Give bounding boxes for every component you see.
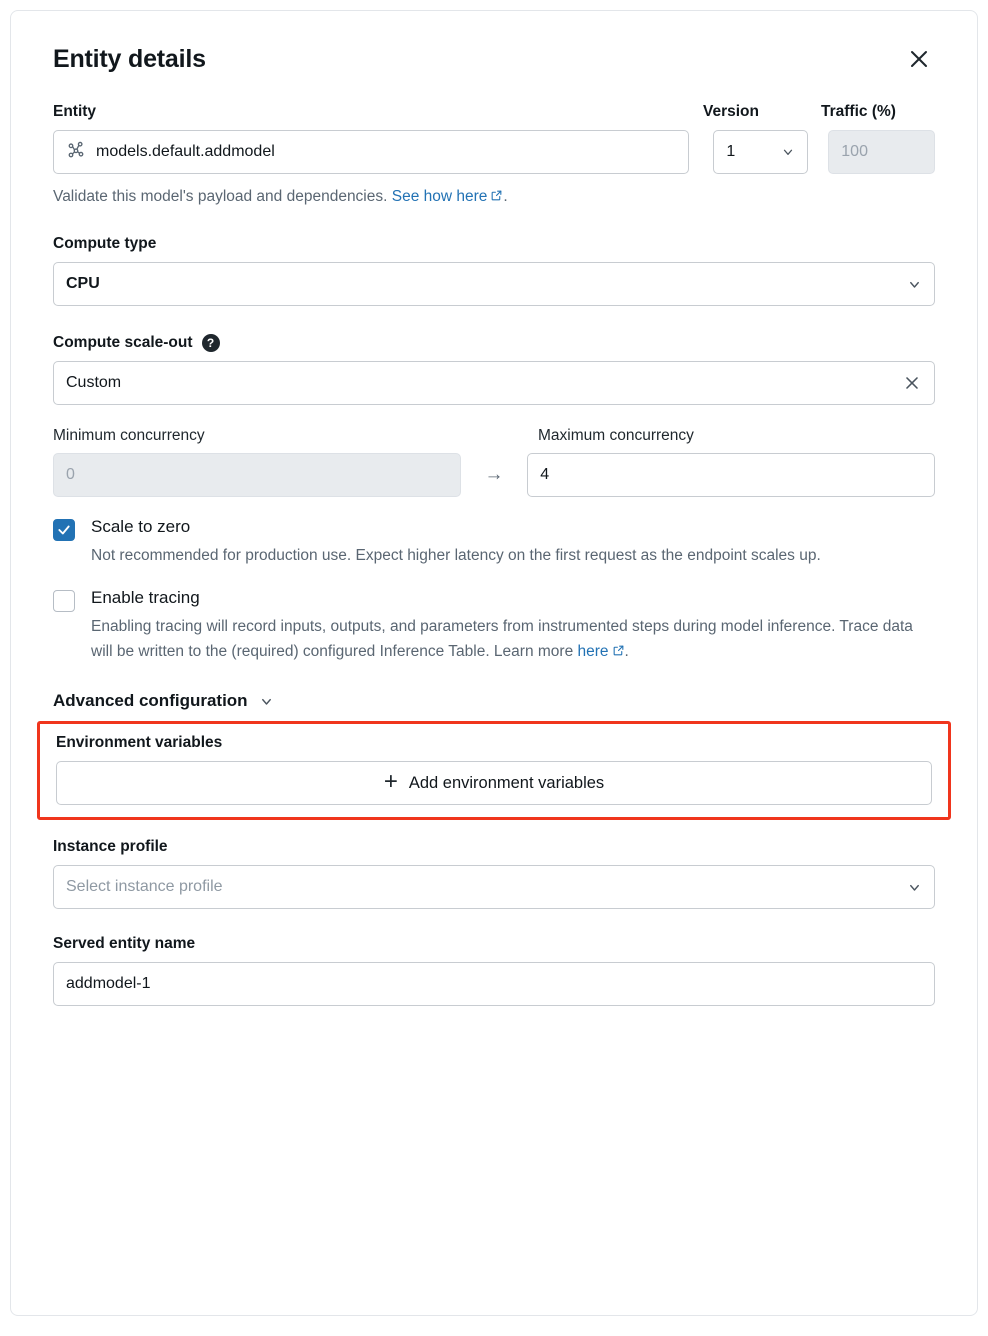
concurrency-row bbox=[53, 453, 935, 497]
question-mark-icon[interactable]: ? bbox=[202, 334, 220, 352]
plus-icon: + bbox=[383, 768, 398, 796]
version-select[interactable] bbox=[713, 130, 808, 174]
min-concurrency-label: Minimum concurrency bbox=[53, 427, 205, 444]
instance-profile-select[interactable] bbox=[53, 865, 935, 909]
scale-to-zero-body bbox=[91, 517, 821, 568]
compute-scale-out-select[interactable] bbox=[53, 361, 935, 405]
served-entity-name-label-text: Served entity name bbox=[53, 935, 196, 953]
validate-hint bbox=[53, 188, 935, 207]
entity-details-panel bbox=[10, 10, 978, 1316]
enable-tracing-description bbox=[91, 615, 935, 665]
concurrency-labels bbox=[53, 427, 935, 445]
add-environment-variables-button[interactable] bbox=[56, 761, 932, 805]
enable-tracing-row bbox=[53, 588, 935, 665]
entity-value: models.default.addmodel bbox=[96, 143, 275, 160]
compute-type-label-text: Compute type bbox=[53, 235, 157, 252]
environment-variables-label: Environment variables bbox=[56, 734, 223, 752]
enable-tracing-body bbox=[91, 588, 935, 665]
compute-type-label bbox=[53, 235, 935, 253]
scale-to-zero-label: Scale to zero bbox=[91, 517, 191, 536]
served-entity-name-input[interactable] bbox=[53, 962, 935, 1006]
advanced-configuration-toggle[interactable] bbox=[53, 691, 935, 711]
version-label: Version bbox=[703, 103, 759, 120]
instance-profile-label-text: Instance profile bbox=[53, 838, 168, 856]
model-icon bbox=[66, 140, 86, 165]
enable-tracing-description-text: Enabling tracing will record inputs, outputs, and parameters from instrumented steps during model inference. Trace data will be written to the (required) configured Inference Table. Learn more bbox=[91, 618, 913, 660]
compute-type-value: CPU bbox=[66, 275, 100, 292]
close-icon[interactable] bbox=[903, 43, 935, 75]
compute-scale-out-label bbox=[53, 334, 935, 352]
traffic-label: Traffic (%) bbox=[821, 103, 896, 120]
served-entity-name-label bbox=[53, 935, 935, 953]
see-how-here-link[interactable]: See how here bbox=[391, 188, 488, 205]
traffic-input bbox=[828, 130, 935, 174]
enable-tracing-checkbox[interactable] bbox=[53, 590, 75, 612]
entity-row-fields bbox=[53, 130, 935, 174]
validate-hint-period: . bbox=[503, 188, 508, 205]
instance-profile-placeholder: Select instance profile bbox=[66, 878, 223, 896]
entity-field[interactable] bbox=[53, 130, 689, 174]
instance-profile-label bbox=[53, 838, 935, 856]
panel-header bbox=[53, 11, 935, 89]
clear-icon[interactable] bbox=[902, 373, 922, 393]
max-concurrency-input[interactable] bbox=[527, 453, 935, 497]
compute-scale-out-label-text: Compute scale-out bbox=[53, 334, 193, 351]
scale-to-zero-checkbox[interactable] bbox=[53, 519, 75, 541]
add-environment-variables-label: Add environment variables bbox=[408, 773, 605, 792]
compute-scale-out-value: Custom bbox=[66, 374, 122, 391]
max-concurrency-value: 4 bbox=[540, 466, 550, 483]
min-concurrency-value: 0 bbox=[66, 466, 75, 483]
tracing-here-link[interactable]: here bbox=[577, 642, 609, 660]
environment-variables-section bbox=[37, 721, 951, 820]
chevron-down-icon bbox=[907, 277, 922, 292]
entity-row-labels bbox=[53, 103, 935, 121]
enable-tracing-label: Enable tracing bbox=[91, 588, 200, 608]
min-concurrency-input bbox=[53, 453, 461, 497]
version-value: 1 bbox=[726, 143, 736, 160]
scale-to-zero-row bbox=[53, 517, 935, 568]
validate-hint-text: Validate this model's payload and dependencies. bbox=[53, 188, 392, 205]
chevron-down-icon bbox=[259, 694, 274, 709]
arrow-right-icon: → bbox=[484, 464, 504, 485]
traffic-value: 100 bbox=[841, 143, 868, 160]
max-concurrency-label: Maximum concurrency bbox=[538, 427, 694, 444]
page-title: Entity details bbox=[53, 44, 206, 73]
entity-label: Entity bbox=[53, 103, 97, 120]
chevron-down-icon bbox=[907, 880, 922, 895]
advanced-configuration-label: Advanced configuration bbox=[53, 691, 248, 711]
served-entity-name-value: addmodel-1 bbox=[66, 975, 151, 993]
tracing-period: . bbox=[624, 642, 629, 660]
external-link-icon bbox=[612, 641, 625, 665]
compute-type-select[interactable] bbox=[53, 262, 935, 306]
external-link-icon bbox=[490, 189, 503, 207]
chevron-down-icon bbox=[781, 145, 795, 159]
scale-to-zero-description: Not recommended for production use. Expect higher latency on the first request as the endpoint scales up. bbox=[91, 547, 821, 564]
